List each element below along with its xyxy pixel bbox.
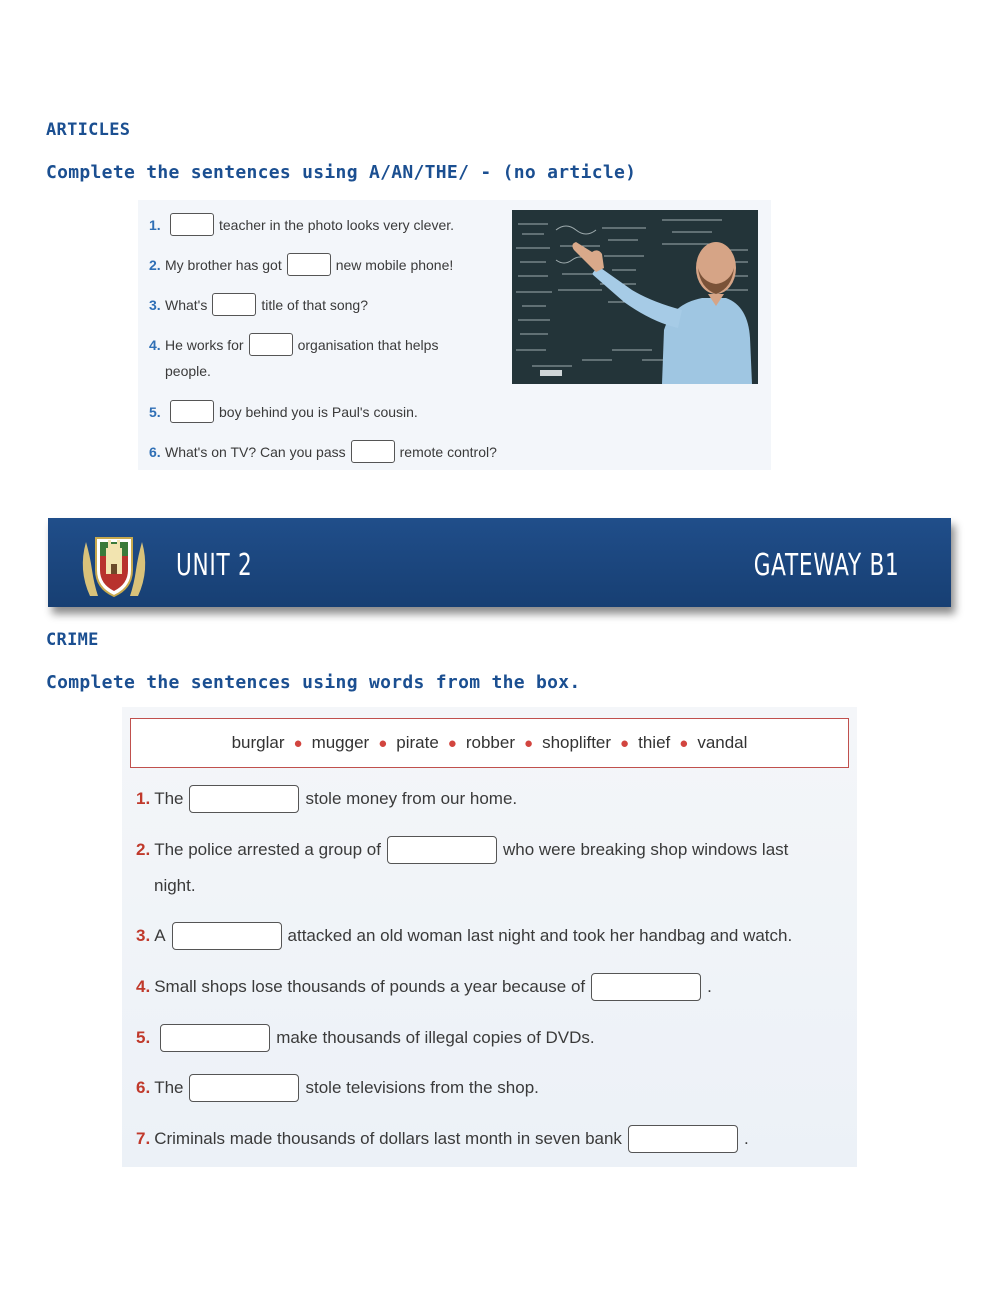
- crime-heading: CRIME: [46, 630, 99, 650]
- bullet-dot-icon: ●: [378, 734, 388, 752]
- teacher-photo: [512, 210, 758, 384]
- bullet-dot-icon: ●: [524, 734, 534, 752]
- item-number: 6.: [136, 1078, 151, 1097]
- word-burglar: burglar: [231, 733, 285, 752]
- answer-input-6[interactable]: [189, 1074, 299, 1102]
- item-text-after: who were breaking shop windows last: [503, 840, 789, 859]
- answer-input-4[interactable]: [249, 333, 293, 356]
- unit-banner: [48, 518, 951, 607]
- item-number: 5.: [149, 403, 161, 420]
- crime-item-4: [136, 973, 712, 1001]
- item-number: 1.: [136, 789, 151, 808]
- answer-input-6[interactable]: [351, 440, 395, 463]
- articles-item-5: [149, 400, 418, 423]
- item-text-before: The police arrested a group of: [154, 840, 381, 859]
- articles-item-2: [149, 253, 453, 276]
- item-text-after: remote control?: [399, 443, 497, 460]
- item-text-before: The: [154, 1078, 184, 1097]
- answer-input-4[interactable]: [591, 973, 701, 1001]
- item-text-after: attacked an old woman last night and took her handbag and watch.: [287, 926, 793, 945]
- item-text-after: make thousands of illegal copies of DVDs.: [276, 1028, 595, 1047]
- item-number: 4.: [149, 336, 161, 353]
- item-text-before: Criminals made thousands of dollars last month in seven bank: [154, 1129, 622, 1148]
- word-pirate: pirate: [396, 733, 439, 752]
- crime-item-5: [136, 1024, 595, 1052]
- item-number: 4.: [136, 977, 151, 996]
- item-number: 1.: [149, 216, 161, 233]
- item-text-after: boy behind you is Paul's cousin.: [219, 403, 418, 420]
- articles-instruction: Complete the sentences using A/AN/THE/ - (no article): [46, 162, 637, 183]
- school-crest-icon: [76, 526, 152, 602]
- item-text-after: .: [707, 977, 712, 996]
- crime-item-2: [136, 836, 788, 864]
- crime-item-6: [136, 1074, 539, 1102]
- crime-item-7: [136, 1125, 749, 1153]
- item-text-before: A: [154, 926, 166, 945]
- word-thief: thief: [638, 733, 671, 752]
- crime-instruction: Complete the sentences using words from the box.: [46, 672, 581, 693]
- answer-input-7[interactable]: [628, 1125, 738, 1153]
- answer-input-3[interactable]: [172, 922, 282, 950]
- answer-input-2[interactable]: [287, 253, 331, 276]
- course-title: GATEWAY B1: [753, 548, 899, 583]
- item-number: 5.: [136, 1028, 151, 1047]
- item-continuation: people.: [165, 363, 211, 379]
- item-text-before: My brother has got: [165, 256, 282, 273]
- articles-item-1: [149, 213, 454, 236]
- bullet-dot-icon: ●: [447, 734, 457, 752]
- item-continuation: night.: [154, 876, 196, 895]
- articles-item-6: [149, 440, 497, 463]
- word-box: [130, 718, 849, 768]
- item-text-before: The: [154, 789, 184, 808]
- item-number: 3.: [136, 926, 151, 945]
- word-mugger: mugger: [311, 733, 370, 752]
- articles-item-4: [149, 333, 438, 356]
- item-text-before: He works for: [165, 336, 244, 353]
- answer-input-1[interactable]: [170, 213, 214, 236]
- item-number: 7.: [136, 1129, 151, 1148]
- bullet-dot-icon: ●: [679, 734, 689, 752]
- item-text-after: stole televisions from the shop.: [305, 1078, 539, 1097]
- word-vandal: vandal: [697, 733, 748, 752]
- bullet-dot-icon: ●: [620, 734, 630, 752]
- item-text-after: teacher in the photo looks very clever.: [219, 216, 455, 233]
- item-text-before: Small shops lose thousands of pounds a year because of: [154, 977, 586, 996]
- crime-exercise-panel: [122, 707, 857, 1167]
- item-text-after: stole money from our home.: [305, 789, 518, 808]
- answer-input-1[interactable]: [189, 785, 299, 813]
- unit-title: UNIT 2: [176, 548, 253, 583]
- articles-heading: ARTICLES: [46, 120, 131, 140]
- item-number: 2.: [136, 840, 151, 859]
- item-number: 6.: [149, 443, 161, 460]
- answer-input-5[interactable]: [170, 400, 214, 423]
- answer-input-3[interactable]: [212, 293, 256, 316]
- item-text-after: organisation that helps: [297, 336, 439, 353]
- item-number: 2.: [149, 256, 161, 273]
- crime-item-1: [136, 785, 517, 813]
- item-number: 3.: [149, 296, 161, 313]
- item-text-before: What's: [165, 296, 208, 313]
- articles-item-3: [149, 293, 368, 316]
- item-text-after: title of that song?: [261, 296, 368, 313]
- item-text-after: new mobile phone!: [335, 256, 454, 273]
- word-shoplifter: shoplifter: [542, 733, 612, 752]
- word-robber: robber: [465, 733, 515, 752]
- crime-item-3: [136, 922, 792, 950]
- item-text-before: What's on TV? Can you pass: [165, 443, 346, 460]
- bullet-dot-icon: ●: [293, 734, 303, 752]
- answer-input-5[interactable]: [160, 1024, 270, 1052]
- answer-input-2[interactable]: [387, 836, 497, 864]
- item-text-after: .: [743, 1129, 749, 1148]
- articles-exercise-panel: [138, 200, 771, 470]
